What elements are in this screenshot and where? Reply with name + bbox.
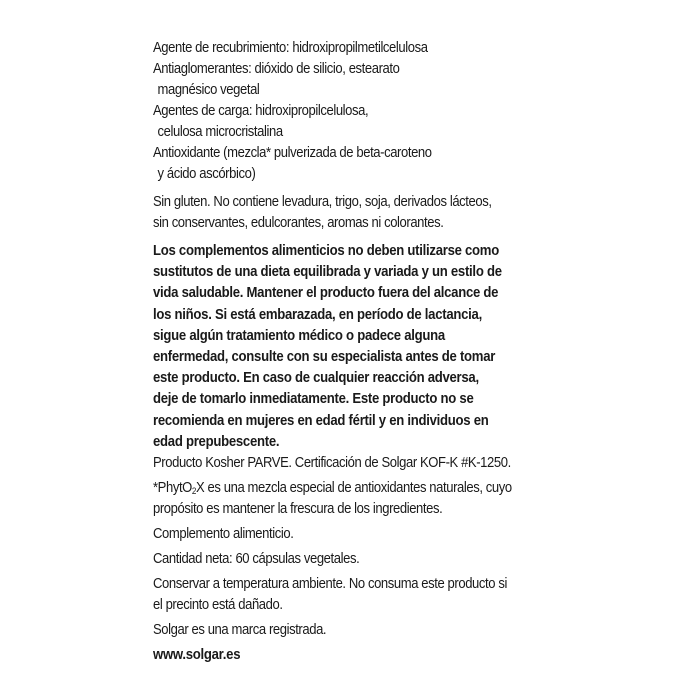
ingredients-block	[153, 38, 553, 185]
product-label-text	[153, 38, 553, 666]
kosher-certification: Producto Kosher PARVE. Certificación de Solgar KOF-K #K-1250.	[153, 455, 511, 472]
net-quantity: Cantidad neta: 60 cápsulas vegetales.	[153, 551, 360, 568]
trademark-notice: Solgar es una marca registrada.	[153, 622, 327, 639]
warning-line: vida saludable. Mantener el producto fuera del alcance de	[153, 285, 499, 302]
ingredient-line: y ácido ascórbico)	[157, 166, 256, 182]
website-link[interactable]: www.solgar.es	[153, 647, 241, 664]
phytox-line	[153, 478, 513, 499]
supplement-statement: Complemento alimenticio.	[153, 526, 294, 543]
allergen-line: sin conservantes, edulcorantes, aromas ni colorantes.	[153, 215, 444, 231]
phytox-note	[153, 478, 553, 520]
allergen-notice	[153, 192, 553, 234]
warning-line: Los complementos alimenticios no deben utilizarse como	[153, 243, 499, 259]
warning-line: edad prepubescente.	[153, 433, 280, 450]
phytox-subscript: 2	[191, 486, 197, 497]
ingredient-line: celulosa microcristalina	[157, 124, 283, 140]
storage-line: Conservar a temperatura ambiente. No consuma este producto si	[153, 576, 507, 593]
warning-line: los niños. Si está embarazada, en período de lactancia,	[153, 306, 482, 323]
phytox-line: propósito es mantener la frescura de los ingredientes.	[153, 501, 443, 518]
warning-line: este producto. En caso de cualquier reacción adversa,	[153, 370, 479, 387]
ingredient-line: Antiaglomerantes: dióxido de silicio, estearato	[153, 61, 400, 77]
phytox-suffix: X es una mezcla especial de antioxidantes naturales, cuyo	[196, 480, 512, 497]
ingredient-line: Antioxidante (mezcla* pulverizada de beta-caroteno	[153, 145, 432, 161]
storage-line: el precinto está dañado.	[153, 597, 283, 614]
warning-line: sigue algún tratamiento médico o padece alguna	[153, 327, 445, 344]
warning-line: sustitutos de una dieta equilibrada y variada y un estilo de	[153, 264, 502, 281]
ingredient-line: Agente de recubrimiento: hidroxipropilmetilcelulosa	[153, 40, 428, 56]
warning-block	[153, 241, 553, 453]
warning-line: recomienda en mujeres en edad fértil y en individuos en	[153, 412, 489, 429]
phytox-prefix: *PhytO	[153, 480, 192, 497]
warning-line: enfermedad, consulte con su especialista antes de tomar	[153, 349, 496, 366]
ingredient-line: magnésico vegetal	[157, 82, 260, 98]
ingredient-line: Agentes de carga: hidroxipropilcelulosa,	[153, 103, 369, 119]
storage-instructions	[153, 574, 553, 616]
allergen-line: Sin gluten. No contiene levadura, trigo, soja, derivados lácteos,	[153, 194, 492, 210]
warning-line: deje de tomarlo inmediatamente. Este producto no se	[153, 391, 474, 408]
